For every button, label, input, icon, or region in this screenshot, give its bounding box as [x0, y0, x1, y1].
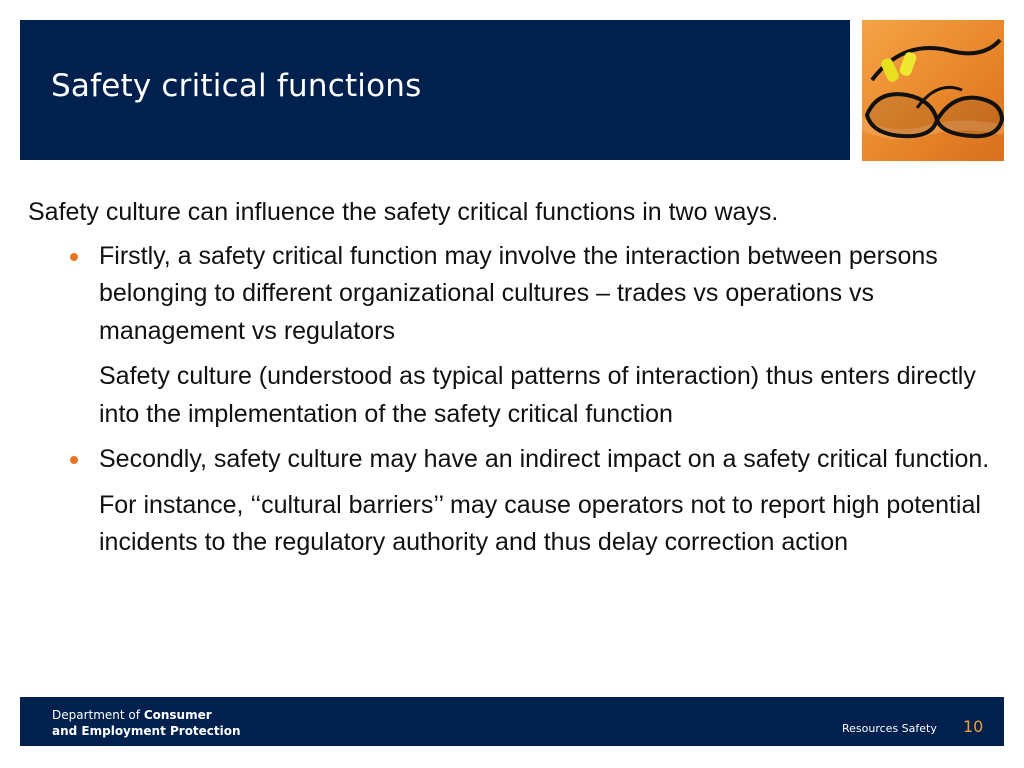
page-number: 10: [963, 717, 984, 736]
slide-title: Safety critical functions: [51, 68, 422, 104]
title-bar: [20, 20, 850, 160]
bullet-dot-icon: [70, 253, 78, 261]
bullet-dot-icon: [70, 456, 78, 464]
dept-name-line2: and Employment Protection: [52, 724, 241, 738]
intro-text: Safety culture can influence the safety critical functions in two ways.: [28, 198, 779, 226]
bullet-paragraph: Secondly, safety culture may have an indirect impact on a safety critical function.: [99, 445, 990, 473]
safety-glasses-icon: [862, 20, 1004, 161]
bullet-item: [28, 441, 1003, 562]
department-logo-text: [52, 707, 241, 739]
resources-safety-label: Resources Safety: [842, 722, 937, 735]
bullet-paragraph: Safety culture (understood as typical patterns of interaction) thus enters directly into the implementation of the safety critical function: [99, 362, 976, 428]
bullet-paragraph: For instance, ‘‘cultural barriers’’ may cause operators not to report high potential incidents to the regulatory authority and thus delay correction action: [99, 490, 981, 556]
bullet-paragraph: Firstly, a safety critical function may involve the interaction between persons belonging to different organizational cultures – trades vs operations vs management vs regulators: [99, 241, 938, 345]
bullet-list: [28, 238, 1003, 562]
safety-glasses-photo: [862, 20, 1004, 161]
dept-prefix: Department of: [52, 708, 144, 722]
slide-body: [28, 194, 1003, 570]
footer-bar: [20, 697, 1004, 746]
dept-name-line1: Consumer: [143, 708, 212, 722]
bullet-item: [28, 238, 1003, 434]
